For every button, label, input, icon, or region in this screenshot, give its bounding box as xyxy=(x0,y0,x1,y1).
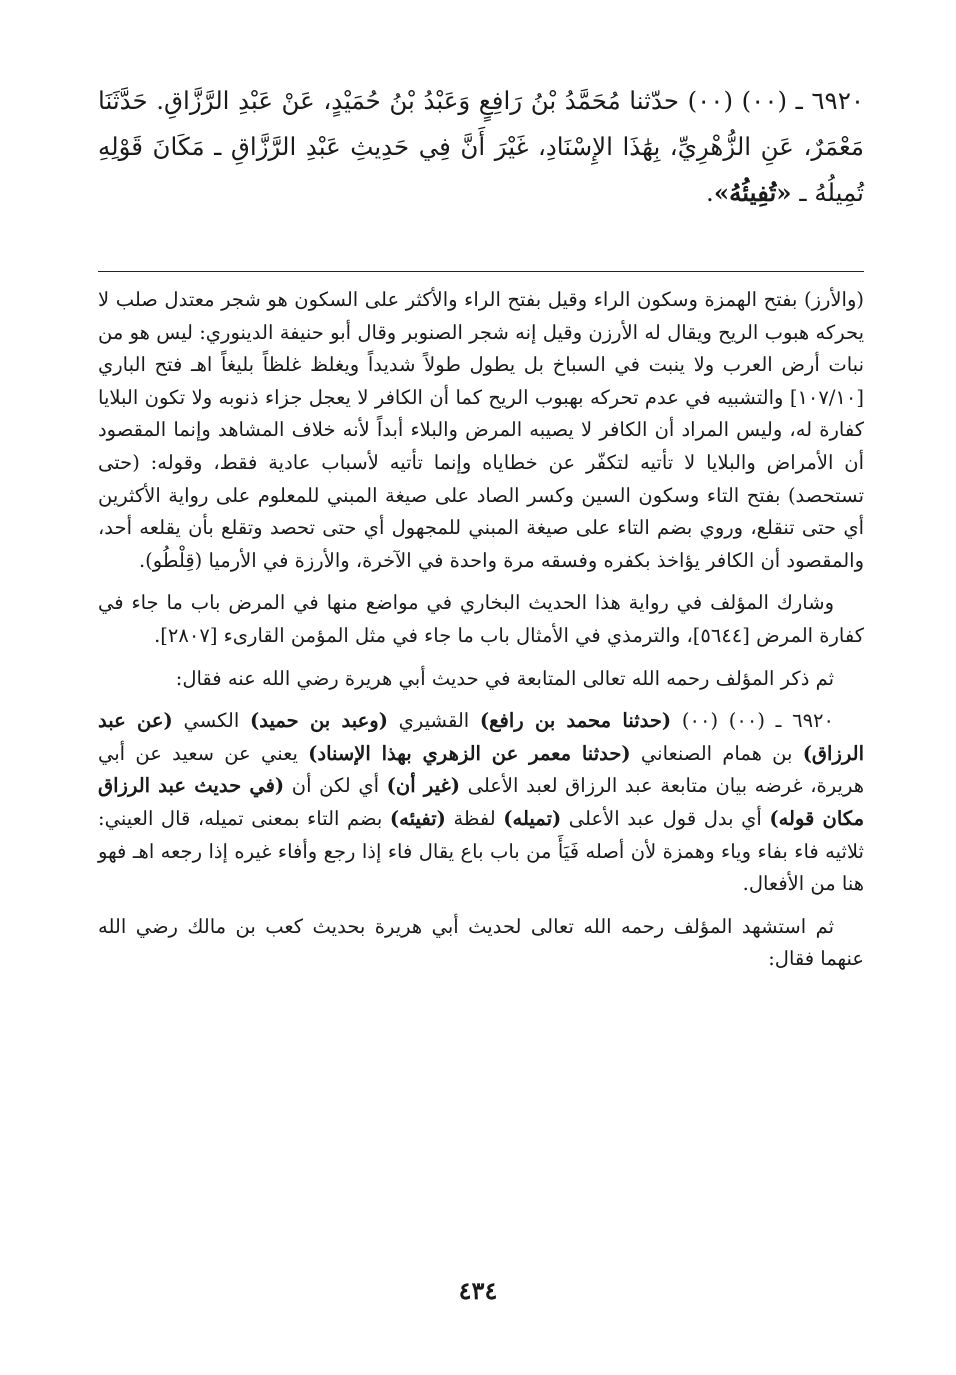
hadith-bold-word: «تُفِيئُهُ» xyxy=(713,178,792,207)
p4-bold-1: (حدثنا محمد بن رافع) xyxy=(479,709,672,733)
commentary-paragraph-4 xyxy=(98,705,864,901)
p4-text-3: بن همام الصنعاني xyxy=(630,741,803,765)
hadith-text xyxy=(98,78,864,216)
p4-bold-7: (تميله) xyxy=(503,806,562,830)
p4-text-6: أي بدل قول عبد الأعلى xyxy=(561,806,770,830)
commentary xyxy=(98,284,864,976)
page-content xyxy=(98,78,864,986)
hadith-number: ٦٩٢٠ ـ (٠٠) (٠٠) xyxy=(687,86,865,115)
commentary-paragraph-2: وشارك المؤلف في رواية هذا الحديث البخاري في مواضع منها في المرض باب ما جاء في كفارة المرض [٥٦٤٤]، والترمذي في الأمثال باب ما جاء في مثل المؤمن القارىء [٢٨٠٧]. xyxy=(98,591,864,647)
p4-text-8: بضم التاء بمعنى تميله، قال العيني: ثلاثيه فاء بفاء وياء وهمزة لأن أصله فَيَأَ من باب باع يقال فاء إذا رجع وأفاء غيره إذا رجعه اهـ فهو هنا من الأفعال. xyxy=(98,806,864,896)
p4-text-2: الكسي xyxy=(172,709,250,733)
footnote-divider xyxy=(98,271,864,272)
commentary-paragraph-1: (والأرز) بفتح الهمزة وسكون الراء وقيل بفتح الراء والأكثر على السكون هو شجر معتدل صلب لا يحركه هبوب الريح ويقال له الأرزن وقيل إنه شجر الصنوبر وقال أبو حنيفة الدينوري: ليس هو من نبات أرض العرب ولا ينبت في السباخ بل يطول طولاً شديداً ويغلظ غلظاً بليغاً اهـ فتح الباري [١٠٧/١٠] والتشبيه في عدم تحركه بهبوب الريح كما أن الكافر لا يعجل جزاء ذنوبه ولا تكون البلايا كفارة له، وليس المراد أن الكافر لا يصيبه المرض والبلاء أبداً لأنه خلاف المشاهد وإنما المقصود أن الأمراض والبلايا لا تأتيه لتكفّر عن خطاياه وإنما تأتيه لأسباب عادية فقط، وقوله: (حتى تستحصد) بفتح التاء وسكون السين وكسر الصاد على صيغة المبني للمعلوم على رواية الأكثرين أي حتى تنقلع، وروي بضم التاء على صيغة المبني للمجهول أي حتى تحصد وتقلع بأن يقلعه أحد، والمقصود أن الكافر يؤاخذ بكفره وفسقه مرة واحدة في الآخرة، والأرزة في الأرميا (قِلْطُو). xyxy=(98,288,864,572)
p4-text-5: أي لكن أن xyxy=(284,774,387,798)
p4-bold-6: (في حديث عبد الرزاق مكان قوله) xyxy=(98,774,865,830)
p4-bold-4: (حدثنا معمر عن الزهري بهذا الإسناد) xyxy=(308,741,631,765)
p4-bold-8: (تفيئه) xyxy=(389,806,446,830)
commentary-paragraph-3: ثم ذكر المؤلف رحمه الله تعالى المتابعة في حديث أبي هريرة رضي الله عنه فقال: xyxy=(175,666,834,690)
p4-bold-3: (عن عبد الرزاق) xyxy=(98,709,864,765)
page-number: ٤٣٤ xyxy=(458,1276,498,1305)
p4-number: ٦٩٢٠ ـ (٠٠) (٠٠) xyxy=(671,709,834,733)
p4-bold-2: (وعبد بن حميد) xyxy=(249,709,388,733)
p4-bold-5: (غير أن) xyxy=(386,774,460,798)
p4-text-4: يعني عن سعيد عن أبي هريرة، غرضه بيان متابعة عبد الرزاق لعبد الأعلى xyxy=(98,741,865,798)
p4-text-7: لفظة xyxy=(445,806,504,830)
commentary-paragraph-5: ثم استشهد المؤلف رحمه الله تعالى لحديث أبي هريرة بحديث كعب بن مالك رضي الله عنهما فقال: xyxy=(98,914,864,971)
hadith-end: . xyxy=(706,178,714,207)
p4-text-1: القشيري xyxy=(387,709,480,733)
hadith-body: حدّثنا مُحَمَّدُ بْنُ رَافِعٍ وَعَبْدُ بْنُ حُمَيْدٍ، عَنْ عَبْدِ الرَّزَّاقِ. حَدَّثَنَا مَعْمَرٌ، عَنِ الزُّهْرِيِّ، بِهَٰذَا الإِسْنَادِ، غَيْرَ أَنَّ فِي حَدِيثِ عَبْدِ الرَّزَّاقِ ـ مَكَانَ قَوْلِهِ تُمِيلُهُ ـ xyxy=(98,86,864,207)
